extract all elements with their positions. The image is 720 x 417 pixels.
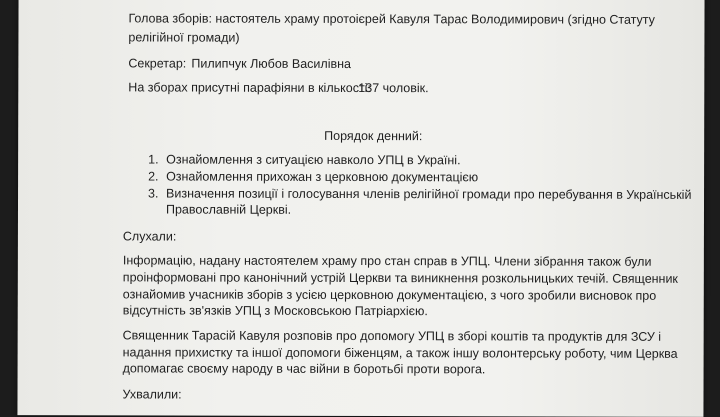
present-label: На зборах присутні парафіяни в кількості: xyxy=(128,80,371,96)
heard-paragraph-2-line: надання прихистку та іншої допомоги біженцям, а також іншу волонтерську роботу, чим Церква xyxy=(122,345,678,361)
decided-title: Ухвалили: xyxy=(122,387,182,402)
agenda-item-text: Ознайомлення з ситуацією навколо УПЦ в Україні. xyxy=(166,152,461,168)
heard-paragraph-1-line: Інформацію, надану настоятелем храму про стан справ в УПЦ. Члени зібрання також були xyxy=(122,253,652,269)
heard-paragraph-1-line: відсутність зв'язків УПЦ з Московською Патріархією. xyxy=(122,303,428,319)
heard-title: Слухали: xyxy=(122,229,177,244)
agenda-item-3-continuation: Православній Церкві. xyxy=(165,202,292,217)
secretary-label: Секретар: xyxy=(128,56,187,71)
agenda-item-text: Ознайомлення прихожан з церковною документацією xyxy=(166,169,479,185)
chair-line-2: релігійної громади) xyxy=(128,30,240,45)
present-count: 137 чоловік. xyxy=(358,80,429,96)
agenda-item-number: 2. xyxy=(148,169,159,184)
heard-paragraph-2-line: Священник Тарасій Кавуля розповів про допомогу УПЦ в зборі коштів та продуктів для ЗСУ і xyxy=(122,328,662,344)
agenda-item-text: Визначення позиції і голосування членів релігійної громади про перебування в Українській xyxy=(166,186,692,202)
secretary-name: Пилипчук Любов Василівна xyxy=(191,56,351,71)
document-page xyxy=(17,0,704,417)
heard-paragraph-1-line: проінформовані про канонічний устрій Церкви та виникнення розкольницьких течій. Священник xyxy=(122,270,678,286)
heard-paragraph-1-line: ознайомив учасників зборів з усією церковною документацією, з чого зробили висновок про xyxy=(122,287,657,303)
agenda-item-number: 3. xyxy=(148,186,159,201)
heard-paragraph-2-line: допомагає своєму народу в час війни в боротьбі проти ворога. xyxy=(122,361,486,377)
agenda-item-number: 1. xyxy=(148,152,159,167)
chair-line-1: Голова зборів: настоятель храму протоієрей Кавуля Тарас Володимирович (згідно Статуту xyxy=(128,11,655,27)
agenda-title: Порядок денний: xyxy=(324,128,423,144)
